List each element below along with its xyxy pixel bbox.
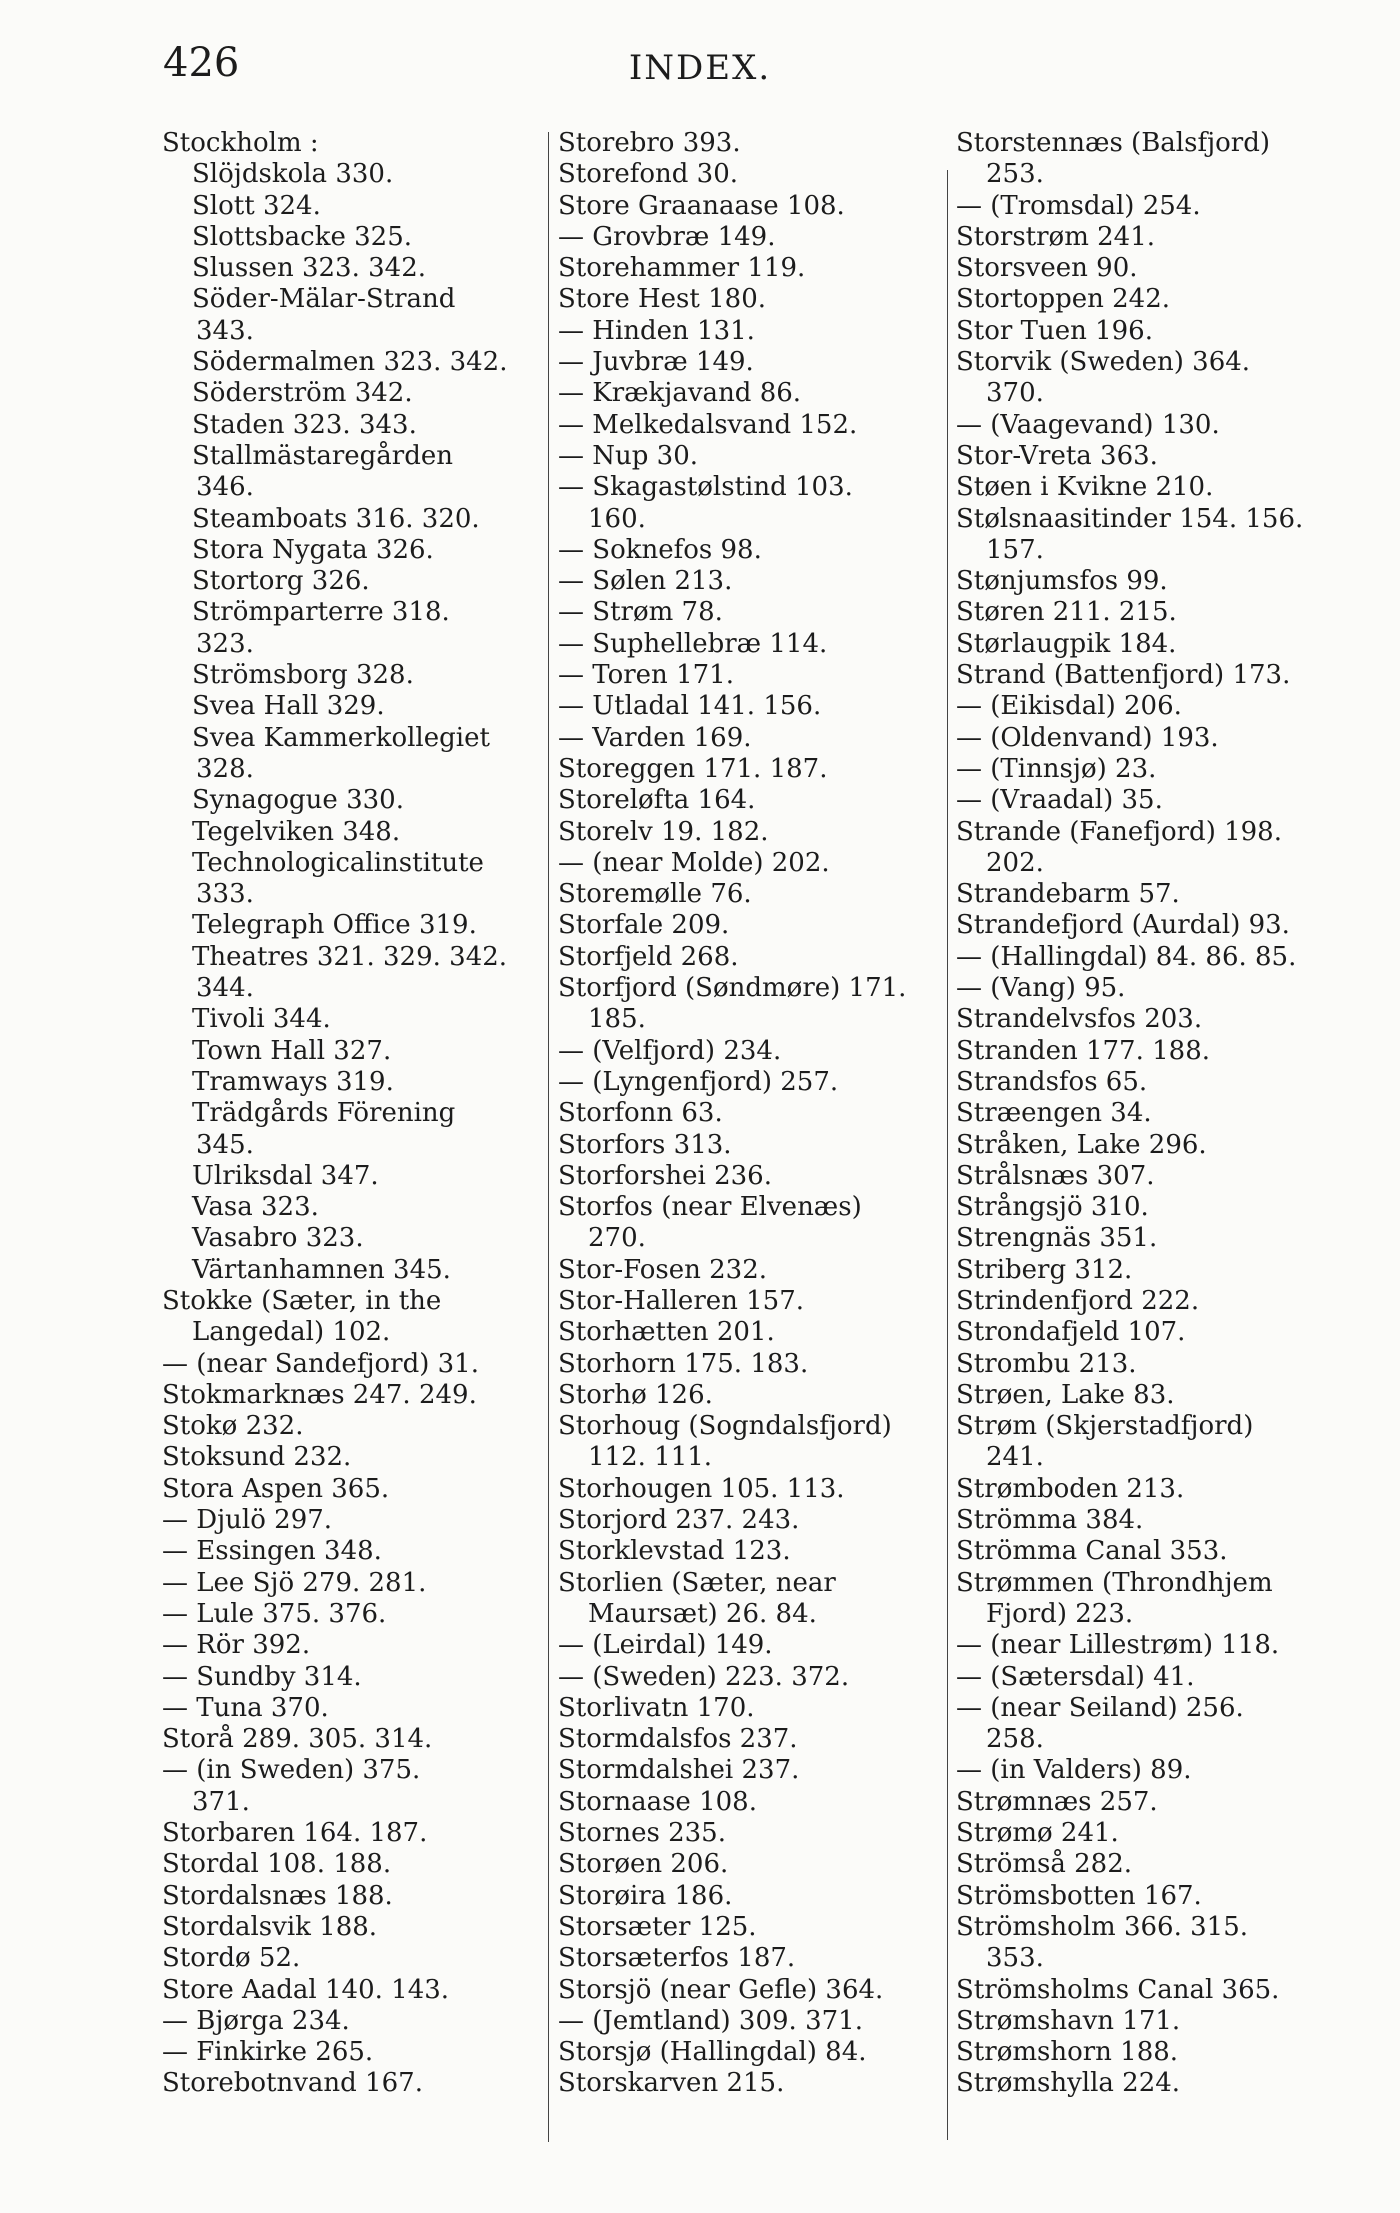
index-entry: Stormdalshei 237. [558, 1755, 800, 1786]
index-entry: — Juvbræ 149. [558, 347, 754, 378]
index-entry: Slussen 323. 342. [192, 253, 426, 284]
index-entry: Trädgårds Förening [192, 1098, 456, 1129]
index-entry: Strømmen (Throndhjem [956, 1567, 1273, 1598]
index-entry: Strömma Canal 353. [956, 1536, 1228, 1567]
index-entry: — (near Seiland) 256. [956, 1692, 1244, 1723]
index-entry: Strandebarm 57. [956, 879, 1180, 910]
index-entry: Strömså 282. [956, 1849, 1132, 1880]
index-entry: — Nup 30. [558, 440, 699, 471]
index-entry: Strömparterre 318. [192, 597, 450, 628]
index-entry: Stordalsnæs 188. [162, 1880, 393, 1911]
index-entry: Store Graanaase 108. [558, 190, 845, 221]
index-entry: Synagogue 330. [192, 785, 404, 816]
index-entry: Storhø 126. [558, 1379, 713, 1410]
index-entry: Storfjord (Søndmøre) 171. [558, 973, 907, 1004]
index-entry: Storemølle 76. [558, 879, 752, 910]
index-entry: Strøen, Lake 83. [956, 1379, 1175, 1410]
index-entry: Maursæt) 26. 84. [588, 1598, 817, 1629]
index-entry: Storstennæs (Balsfjord) [956, 128, 1271, 158]
index-entry: Technologicalinstitute [192, 847, 484, 878]
index-entry: Strömma 384. [956, 1505, 1144, 1536]
index-entry: Storfos (near Elvenæs) [558, 1192, 862, 1223]
index-entry: Stordal 108. 188. [162, 1849, 392, 1880]
index-entry: — (Leirdal) 149. [558, 1630, 773, 1661]
index-entry: Storebro 393. [558, 128, 741, 158]
index-entry: Svea Hall 329. [192, 691, 385, 722]
index-entry: Söder-Mälar-Strand [192, 284, 456, 315]
index-entry: — (Sætersdal) 41. [956, 1661, 1195, 1692]
index-entry: Södermalmen 323. 342. [192, 347, 508, 378]
index-entry: Støen i Kvikne 210. [956, 472, 1214, 503]
index-entry: Stordø 52. [162, 1943, 301, 1974]
index-entry: Town Hall 327. [192, 1035, 392, 1066]
index-entry: Strømnæs 257. [956, 1786, 1158, 1817]
index-entry: Stockholm : [162, 128, 319, 158]
index-entry: Strømboden 213. [956, 1473, 1185, 1504]
index-entry: Storelv 19. 182. [558, 816, 769, 847]
index-entry: Storforshei 236. [558, 1160, 772, 1191]
index-entry: 202. [986, 847, 1044, 878]
index-entry: — Strøm 78. [558, 597, 723, 628]
index-entry: Tivoli 344. [192, 1004, 331, 1035]
index-entry: Strand (Battenfjord) 173. [956, 660, 1291, 691]
index-entry: Strøm (Skjerstadfjord) [956, 1411, 1254, 1442]
index-entry: — Soknefos 98. [558, 534, 762, 565]
index-entry: Stokmarknæs 247. 249. [162, 1379, 477, 1410]
index-entry: Strande (Fanefjord) 198. [956, 816, 1282, 847]
index-entry: Stønjumsfos 99. [956, 566, 1168, 597]
index-column-2 [558, 128, 940, 2100]
index-entry: Stråken, Lake 296. [956, 1129, 1207, 1160]
index-entry: Strømshorn 188. [956, 2037, 1179, 2068]
index-entry: Steamboats 316. 320. [192, 503, 480, 534]
index-entry: 157. [986, 534, 1044, 565]
index-entry: — (Vang) 95. [956, 973, 1126, 1004]
index-entry: Strömsbotten 167. [956, 1880, 1202, 1911]
index-entry: Stræengen 34. [956, 1098, 1152, 1129]
index-entry: Storsæter 125. [558, 1911, 757, 1942]
index-entry: Storskarven 215. [558, 2068, 785, 2099]
index-entry: 344. [196, 973, 254, 1004]
index-entry: Storøira 186. [558, 1880, 733, 1911]
index-entry: — Essingen 348. [162, 1536, 382, 1567]
index-entry: 343. [196, 315, 254, 346]
index-entry: — Toren 171. [558, 660, 734, 691]
index-entry: Värtanhamnen 345. [192, 1254, 451, 1285]
index-entry: Vasa 323. [192, 1192, 319, 1223]
index-entry: Strombu 213. [956, 1348, 1137, 1379]
index-entry: Stortorg 326. [192, 566, 370, 597]
index-entry: 346. [196, 472, 254, 503]
index-entry: Storhoug (Sogndalsfjord) [558, 1411, 892, 1442]
index-entry: — (Sweden) 223. 372. [558, 1661, 850, 1692]
index-entry: Strålsnæs 307. [956, 1160, 1155, 1191]
index-entry: Storvik (Sweden) 364. [956, 347, 1251, 378]
index-entry: Storsæterfos 187. [558, 1943, 796, 1974]
index-entry: Telegraph Office 319. [192, 910, 477, 941]
index-entry: Tegelviken 348. [192, 816, 401, 847]
index-entry: 323. [196, 628, 254, 659]
index-entry: Storhætten 201. [558, 1317, 775, 1348]
index-entry: Storøen 206. [558, 1849, 729, 1880]
index-entry: Storå 289. 305. 314. [162, 1724, 433, 1755]
index-entry: Strandelvsfos 203. [956, 1004, 1203, 1035]
index-entry: — (in Valders) 89. [956, 1755, 1192, 1786]
index-entry: Storklevstad 123. [558, 1536, 791, 1567]
index-entry: Strømø 241. [956, 1818, 1119, 1849]
index-entry: 253. [986, 159, 1044, 190]
index-entry: Staden 323. 343. [192, 409, 417, 440]
index-entry: — Djulö 297. [162, 1505, 333, 1536]
index-entry: Storsveen 90. [956, 253, 1138, 284]
index-entry: Stølsnaasitinder 154. 156. [956, 503, 1304, 534]
index-entry: 345. [196, 1129, 254, 1160]
index-entry: Støren 211. 215. [956, 597, 1177, 628]
index-entry: 371. [192, 1786, 250, 1817]
index-entry: Storfonn 63. [558, 1098, 723, 1129]
index-entry: Stora Aspen 365. [162, 1473, 390, 1504]
index-entry: Strandefjord (Aurdal) 93. [956, 910, 1290, 941]
index-entry: Strømshavn 171. [956, 2005, 1181, 2036]
index-entry: Tramways 319. [192, 1066, 394, 1097]
index-entry: Strømshylla 224. [956, 2068, 1181, 2099]
index-entry: Storfale 209. [558, 910, 730, 941]
index-entry: Storeggen 171. 187. [558, 753, 828, 784]
index-entry: 185. [588, 1004, 646, 1035]
index-entry: Slott 324. [192, 190, 321, 221]
index-entry: Strindenfjord 222. [956, 1285, 1200, 1316]
index-entry: — Hinden 131. [558, 315, 755, 346]
index-entry: Stor-Halleren 157. [558, 1285, 805, 1316]
index-entry: Fjord) 223. [986, 1598, 1134, 1629]
index-entry: Storhougen 105. 113. [558, 1473, 845, 1504]
index-entry: Ulriksdal 347. [192, 1160, 379, 1191]
index-entry: Stormdalsfos 237. [558, 1724, 798, 1755]
index-entry: Store Hest 180. [558, 284, 766, 315]
index-entry: Storfjeld 268. [558, 941, 739, 972]
index-entry: Stor-Fosen 232. [558, 1254, 768, 1285]
index-entry: — (near Sandefjord) 31. [162, 1348, 479, 1379]
index-entry: 270. [588, 1223, 646, 1254]
index-entry: Storeløfta 164. [558, 785, 756, 816]
index-entry: Stoksund 232. [162, 1442, 352, 1473]
index-entry: Stor-Vreta 363. [956, 440, 1158, 471]
index-entry: Stokke (Sæter, in the [162, 1285, 442, 1316]
index-entry: Storebotnvand 167. [162, 2068, 423, 2099]
index-entry: — (Vaagevand) 130. [956, 409, 1220, 440]
index-entry: Strengnäs 351. [956, 1223, 1158, 1254]
index-entry: Stornaase 108. [558, 1786, 757, 1817]
page-number: 426 [163, 40, 240, 86]
index-entry: — (Hallingdal) 84. 86. 85. [956, 941, 1297, 972]
index-entry: Storstrøm 241. [956, 221, 1156, 252]
index-entry: — (Vraadal) 35. [956, 785, 1163, 816]
index-entry: Stor Tuen 196. [956, 315, 1153, 346]
index-entry: — Suphellebræ 114. [558, 628, 828, 659]
index-entry: — (near Lillestrøm) 118. [956, 1630, 1280, 1661]
index-entry: — Finkirke 265. [162, 2037, 374, 2068]
index-entry: — (Velfjord) 234. [558, 1035, 782, 1066]
index-entry: Strömsholms Canal 365. [956, 1974, 1280, 2005]
index-column-3 [956, 128, 1338, 2100]
index-entry: 370. [986, 378, 1044, 409]
index-entry: Slöjdskola 330. [192, 159, 394, 190]
index-entry: Storlivatn 170. [558, 1692, 755, 1723]
index-entry: 333. [196, 879, 254, 910]
index-entry: — (Jemtland) 309. 371. [558, 2005, 863, 2036]
index-entry: Strondafjeld 107. [956, 1317, 1186, 1348]
index-entry: — Lule 375. 376. [162, 1598, 387, 1629]
index-entry: — (Tinnsjø) 23. [956, 753, 1157, 784]
index-column-1 [162, 128, 544, 2100]
index-entry: 112. 111. [588, 1442, 713, 1473]
index-entry: Strömsholm 366. 315. [956, 1911, 1249, 1942]
index-entry: — (Oldenvand) 193. [956, 722, 1219, 753]
index-entry: — Rör 392. [162, 1630, 311, 1661]
running-head: INDEX. [628, 48, 772, 88]
index-entry: Theatres 321. 329. 342. [192, 941, 508, 972]
index-entry: 258. [986, 1724, 1044, 1755]
index-entry: Storjord 237. 243. [558, 1505, 800, 1536]
index-entry: Stora Nygata 326. [192, 534, 434, 565]
index-entry: Storehammer 119. [558, 253, 806, 284]
index-entry: — Tuna 370. [162, 1692, 329, 1723]
index-entry: Store Aadal 140. 143. [162, 1974, 450, 2005]
index-entry: Striberg 312. [956, 1254, 1133, 1285]
index-entry: — Sundby 314. [162, 1661, 362, 1692]
index-entry: Storefond 30. [558, 159, 739, 190]
index-entry: — Krækjavand 86. [558, 378, 802, 409]
index-entry: Stornes 235. [558, 1818, 726, 1849]
index-entry: Langedal) 102. [192, 1317, 391, 1348]
index-entry: Strandsfos 65. [956, 1066, 1148, 1097]
index-entry: — Melkedalsvand 152. [558, 409, 858, 440]
index-entry: Stortoppen 242. [956, 284, 1171, 315]
index-entry: — (Tromsdal) 254. [956, 190, 1201, 221]
column-rule [947, 170, 948, 2140]
index-entry: Strömsborg 328. [192, 660, 414, 691]
column-rule [548, 132, 549, 2142]
index-entry: Storbaren 164. 187. [162, 1818, 428, 1849]
index-entry: Strångsjö 310. [956, 1192, 1149, 1223]
index-entry: Storlien (Sæter, near [558, 1567, 836, 1598]
index-entry: Storfors 313. [558, 1129, 732, 1160]
index-entry: 160. [588, 503, 646, 534]
index-entry: Stallmästaregården [192, 440, 454, 471]
index-entry: Slottsbacke 325. [192, 221, 413, 252]
index-entry: — Utladal 141. 156. [558, 691, 822, 722]
index-entry: 328. [196, 753, 254, 784]
index-entry: — (in Sweden) 375. [162, 1755, 421, 1786]
index-entry: Stordalsvik 188. [162, 1911, 378, 1942]
index-entry: Storhorn 175. 183. [558, 1348, 809, 1379]
index-entry: — Lee Sjö 279. 281. [162, 1567, 427, 1598]
index-entry: — (near Molde) 202. [558, 847, 830, 878]
index-entry: — Grovbræ 149. [558, 221, 776, 252]
index-entry: Stokø 232. [162, 1411, 304, 1442]
index-entry: — Bjørga 234. [162, 2005, 350, 2036]
index-entry: Svea Kammerkollegiet [192, 722, 490, 753]
index-entry: Söderström 342. [192, 378, 413, 409]
index-entry: Størlaugpik 184. [956, 628, 1177, 659]
index-entry: Storsjø (Hallingdal) 84. [558, 2037, 867, 2068]
index-entry: Stranden 177. 188. [956, 1035, 1211, 1066]
index-entry: — Skagastølstind 103. [558, 472, 853, 503]
index-entry: Storsjö (near Gefle) 364. [558, 1974, 884, 2005]
index-entry: — Sølen 213. [558, 566, 733, 597]
index-entry: 241. [986, 1442, 1044, 1473]
index-entry: — Varden 169. [558, 722, 752, 753]
index-entry: — (Eikisdal) 206. [956, 691, 1182, 722]
index-entry: — (Lyngenfjord) 257. [558, 1066, 839, 1097]
index-entry: Vasabro 323. [192, 1223, 364, 1254]
index-entry: 353. [986, 1943, 1044, 1974]
